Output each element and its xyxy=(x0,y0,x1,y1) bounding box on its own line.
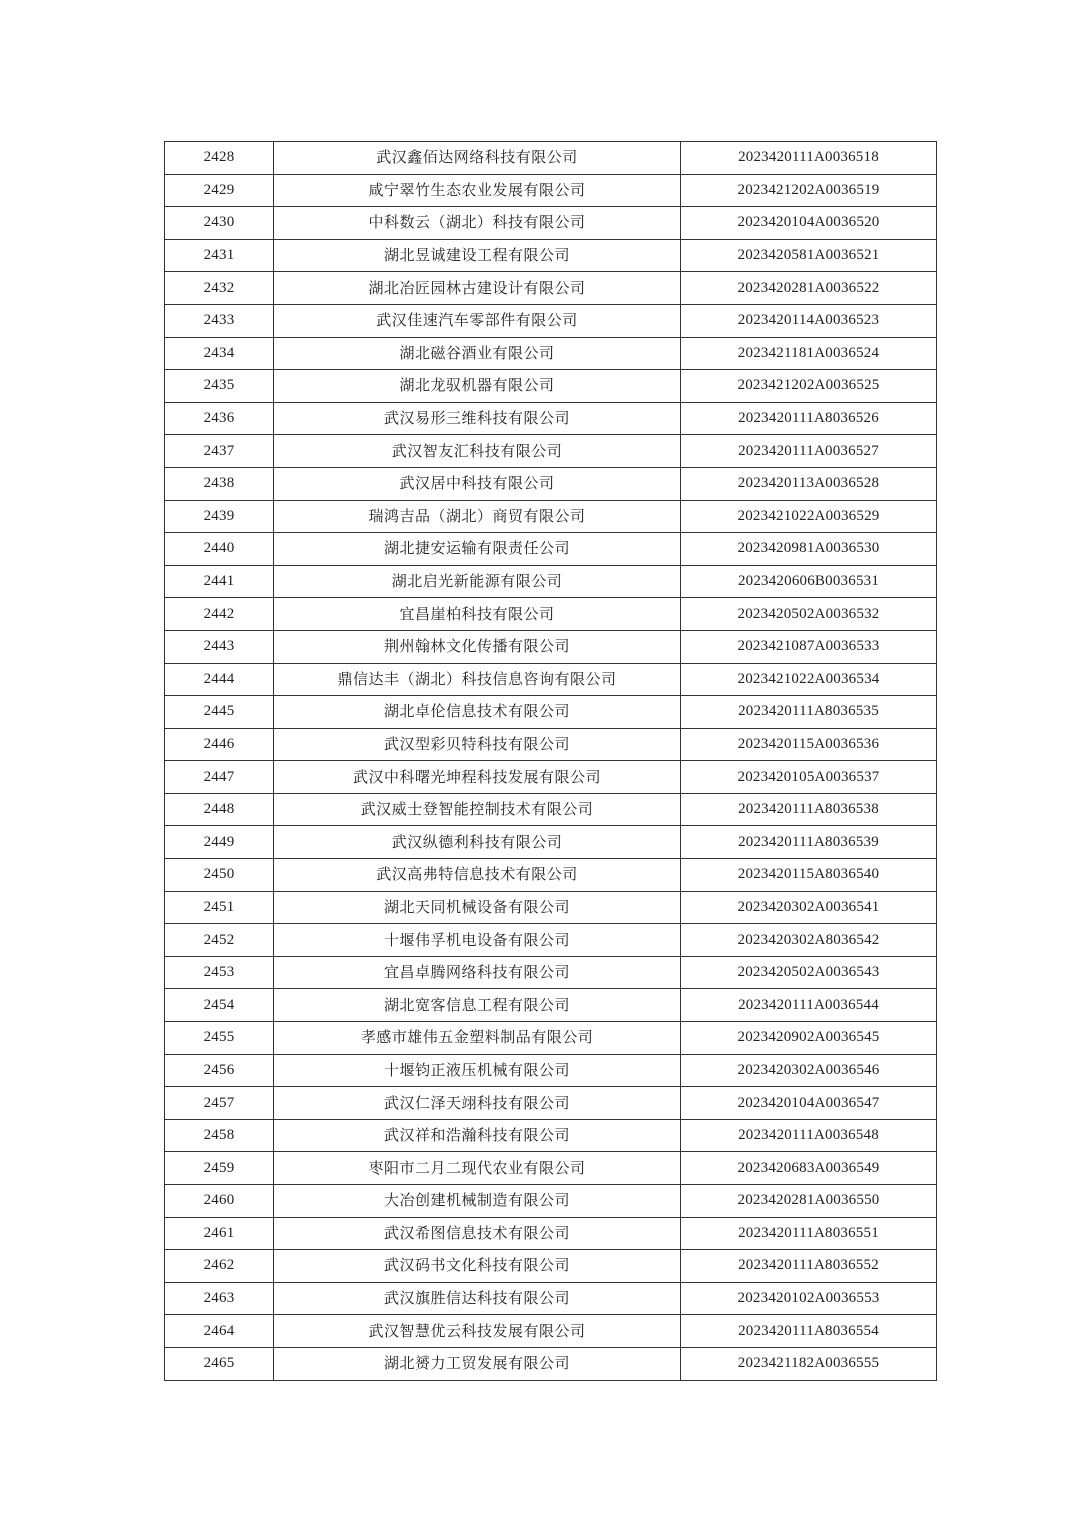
company-name-cell: 湖北冶匠园林古建设计有限公司 xyxy=(274,272,681,305)
company-name-cell: 湖北赟力工贸发展有限公司 xyxy=(274,1347,681,1380)
company-name-cell: 大冶创建机械制造有限公司 xyxy=(274,1185,681,1218)
table-row xyxy=(165,1282,937,1315)
registration-code-cell: 2023420104A0036520 xyxy=(681,207,937,240)
registration-code-cell: 2023420302A8036542 xyxy=(681,924,937,957)
registration-code-cell: 2023420902A0036545 xyxy=(681,1022,937,1055)
registration-code-cell: 2023421202A0036525 xyxy=(681,370,937,403)
table-row xyxy=(165,924,937,957)
row-number-cell: 2447 xyxy=(165,761,274,794)
row-number-cell: 2442 xyxy=(165,598,274,631)
registration-code-cell: 2023420111A8036526 xyxy=(681,402,937,435)
table-row xyxy=(165,1347,937,1380)
row-number-cell: 2454 xyxy=(165,989,274,1022)
company-name-cell: 武汉码书文化科技有限公司 xyxy=(274,1250,681,1283)
company-name-cell: 湖北天同机械设备有限公司 xyxy=(274,891,681,924)
row-number-cell: 2457 xyxy=(165,1087,274,1120)
registration-code-cell: 2023420302A0036546 xyxy=(681,1054,937,1087)
registration-code-cell: 2023420102A0036553 xyxy=(681,1282,937,1315)
table-row xyxy=(165,142,937,175)
registration-code-cell: 2023420111A8036538 xyxy=(681,793,937,826)
company-name-cell: 武汉高弗特信息技术有限公司 xyxy=(274,859,681,892)
table-row xyxy=(165,989,937,1022)
company-name-cell: 鼎信达丰（湖北）科技信息咨询有限公司 xyxy=(274,663,681,696)
company-name-cell: 湖北启光新能源有限公司 xyxy=(274,565,681,598)
registration-code-cell: 2023420683A0036549 xyxy=(681,1152,937,1185)
registration-code-cell: 2023421022A0036529 xyxy=(681,500,937,533)
row-number-cell: 2437 xyxy=(165,435,274,468)
row-number-cell: 2451 xyxy=(165,891,274,924)
company-name-cell: 中科数云（湖北）科技有限公司 xyxy=(274,207,681,240)
table-row xyxy=(165,207,937,240)
row-number-cell: 2459 xyxy=(165,1152,274,1185)
company-name-cell: 武汉希图信息技术有限公司 xyxy=(274,1217,681,1250)
company-name-cell: 瑞鸿吉品（湖北）商贸有限公司 xyxy=(274,500,681,533)
company-name-cell: 武汉旗胜信达科技有限公司 xyxy=(274,1282,681,1315)
table-row xyxy=(165,1152,937,1185)
row-number-cell: 2463 xyxy=(165,1282,274,1315)
table-row xyxy=(165,1022,937,1055)
row-number-cell: 2456 xyxy=(165,1054,274,1087)
row-number-cell: 2460 xyxy=(165,1185,274,1218)
company-name-cell: 湖北卓伦信息技术有限公司 xyxy=(274,696,681,729)
company-name-cell: 湖北龙驭机器有限公司 xyxy=(274,370,681,403)
row-number-cell: 2445 xyxy=(165,696,274,729)
table-row xyxy=(165,826,937,859)
row-number-cell: 2428 xyxy=(165,142,274,175)
table-row xyxy=(165,174,937,207)
registration-code-cell: 2023420281A0036522 xyxy=(681,272,937,305)
company-name-cell: 湖北磁谷酒业有限公司 xyxy=(274,337,681,370)
registration-code-cell: 2023420104A0036547 xyxy=(681,1087,937,1120)
table-row xyxy=(165,500,937,533)
company-name-cell: 武汉纵德利科技有限公司 xyxy=(274,826,681,859)
registration-code-cell: 2023420105A0036537 xyxy=(681,761,937,794)
company-name-cell: 武汉中科曙光坤程科技发展有限公司 xyxy=(274,761,681,794)
row-number-cell: 2435 xyxy=(165,370,274,403)
row-number-cell: 2429 xyxy=(165,174,274,207)
table-row xyxy=(165,598,937,631)
row-number-cell: 2438 xyxy=(165,467,274,500)
row-number-cell: 2439 xyxy=(165,500,274,533)
company-name-cell: 湖北捷安运输有限责任公司 xyxy=(274,533,681,566)
company-name-cell: 武汉祥和浩瀚科技有限公司 xyxy=(274,1119,681,1152)
table-row xyxy=(165,239,937,272)
row-number-cell: 2434 xyxy=(165,337,274,370)
registration-code-cell: 2023420113A0036528 xyxy=(681,467,937,500)
company-name-cell: 十堰钧正液压机械有限公司 xyxy=(274,1054,681,1087)
company-name-cell: 湖北宽客信息工程有限公司 xyxy=(274,989,681,1022)
company-name-cell: 枣阳市二月二现代农业有限公司 xyxy=(274,1152,681,1185)
row-number-cell: 2458 xyxy=(165,1119,274,1152)
table-row xyxy=(165,1217,937,1250)
company-name-cell: 武汉型彩贝特科技有限公司 xyxy=(274,728,681,761)
registration-code-cell: 2023420111A8036552 xyxy=(681,1250,937,1283)
row-number-cell: 2462 xyxy=(165,1250,274,1283)
row-number-cell: 2444 xyxy=(165,663,274,696)
row-number-cell: 2432 xyxy=(165,272,274,305)
row-number-cell: 2436 xyxy=(165,402,274,435)
table-row xyxy=(165,859,937,892)
row-number-cell: 2455 xyxy=(165,1022,274,1055)
row-number-cell: 2433 xyxy=(165,304,274,337)
registration-code-cell: 2023420606B0036531 xyxy=(681,565,937,598)
table-row xyxy=(165,337,937,370)
row-number-cell: 2430 xyxy=(165,207,274,240)
row-number-cell: 2443 xyxy=(165,630,274,663)
table-row xyxy=(165,435,937,468)
row-number-cell: 2452 xyxy=(165,924,274,957)
registration-code-cell: 2023420111A8036551 xyxy=(681,1217,937,1250)
table-row xyxy=(165,1087,937,1120)
registration-code-cell: 2023421087A0036533 xyxy=(681,630,937,663)
registration-code-cell: 2023420502A0036532 xyxy=(681,598,937,631)
registration-code-cell: 2023420111A0036518 xyxy=(681,142,937,175)
registration-code-cell: 2023421181A0036524 xyxy=(681,337,937,370)
company-name-cell: 咸宁翠竹生态农业发展有限公司 xyxy=(274,174,681,207)
registration-code-cell: 2023420115A8036540 xyxy=(681,859,937,892)
registration-code-cell: 2023420981A0036530 xyxy=(681,533,937,566)
table-row xyxy=(165,1185,937,1218)
company-name-cell: 宜昌崖柏科技有限公司 xyxy=(274,598,681,631)
registration-code-cell: 2023420111A8036554 xyxy=(681,1315,937,1348)
registration-code-cell: 2023420302A0036541 xyxy=(681,891,937,924)
table-row xyxy=(165,956,937,989)
table-row xyxy=(165,1250,937,1283)
company-name-cell: 宜昌卓腾网络科技有限公司 xyxy=(274,956,681,989)
row-number-cell: 2448 xyxy=(165,793,274,826)
table-row xyxy=(165,793,937,826)
table-row xyxy=(165,1119,937,1152)
company-name-cell: 十堰伟孚机电设备有限公司 xyxy=(274,924,681,957)
table-row xyxy=(165,467,937,500)
row-number-cell: 2440 xyxy=(165,533,274,566)
registration-code-cell: 2023420111A8036539 xyxy=(681,826,937,859)
company-registry-table xyxy=(164,141,937,1381)
registration-code-cell: 2023420502A0036543 xyxy=(681,956,937,989)
registration-code-cell: 2023420111A8036535 xyxy=(681,696,937,729)
table-row xyxy=(165,663,937,696)
table-row xyxy=(165,304,937,337)
registration-code-cell: 2023420111A0036527 xyxy=(681,435,937,468)
company-name-cell: 武汉仁泽天翊科技有限公司 xyxy=(274,1087,681,1120)
company-name-cell: 武汉鑫佰达网络科技有限公司 xyxy=(274,142,681,175)
row-number-cell: 2465 xyxy=(165,1347,274,1380)
table-row xyxy=(165,370,937,403)
row-number-cell: 2464 xyxy=(165,1315,274,1348)
table-row xyxy=(165,696,937,729)
company-name-cell: 武汉威士登智能控制技术有限公司 xyxy=(274,793,681,826)
table-row xyxy=(165,1315,937,1348)
row-number-cell: 2446 xyxy=(165,728,274,761)
registration-code-cell: 2023421182A0036555 xyxy=(681,1347,937,1380)
registration-code-cell: 2023420281A0036550 xyxy=(681,1185,937,1218)
row-number-cell: 2450 xyxy=(165,859,274,892)
table-row xyxy=(165,565,937,598)
table-row xyxy=(165,533,937,566)
company-name-cell: 武汉易形三维科技有限公司 xyxy=(274,402,681,435)
row-number-cell: 2441 xyxy=(165,565,274,598)
company-name-cell: 武汉居中科技有限公司 xyxy=(274,467,681,500)
registration-code-cell: 2023420115A0036536 xyxy=(681,728,937,761)
company-name-cell: 武汉智慧优云科技发展有限公司 xyxy=(274,1315,681,1348)
registration-code-cell: 2023420114A0036523 xyxy=(681,304,937,337)
registration-code-cell: 2023421202A0036519 xyxy=(681,174,937,207)
registration-code-cell: 2023420581A0036521 xyxy=(681,239,937,272)
company-name-cell: 孝感市雄伟五金塑料制品有限公司 xyxy=(274,1022,681,1055)
table-row xyxy=(165,272,937,305)
row-number-cell: 2449 xyxy=(165,826,274,859)
company-name-cell: 武汉佳速汽车零部件有限公司 xyxy=(274,304,681,337)
row-number-cell: 2453 xyxy=(165,956,274,989)
company-name-cell: 武汉智友汇科技有限公司 xyxy=(274,435,681,468)
table-body xyxy=(165,142,937,1381)
registration-code-cell: 2023420111A0036548 xyxy=(681,1119,937,1152)
table-row xyxy=(165,728,937,761)
row-number-cell: 2461 xyxy=(165,1217,274,1250)
table-row xyxy=(165,402,937,435)
table-row xyxy=(165,1054,937,1087)
row-number-cell: 2431 xyxy=(165,239,274,272)
registration-code-cell: 2023420111A0036544 xyxy=(681,989,937,1022)
registration-code-cell: 2023421022A0036534 xyxy=(681,663,937,696)
table-row xyxy=(165,891,937,924)
table-row xyxy=(165,761,937,794)
company-name-cell: 荆州翰林文化传播有限公司 xyxy=(274,630,681,663)
company-name-cell: 湖北昱诚建设工程有限公司 xyxy=(274,239,681,272)
table-row xyxy=(165,630,937,663)
